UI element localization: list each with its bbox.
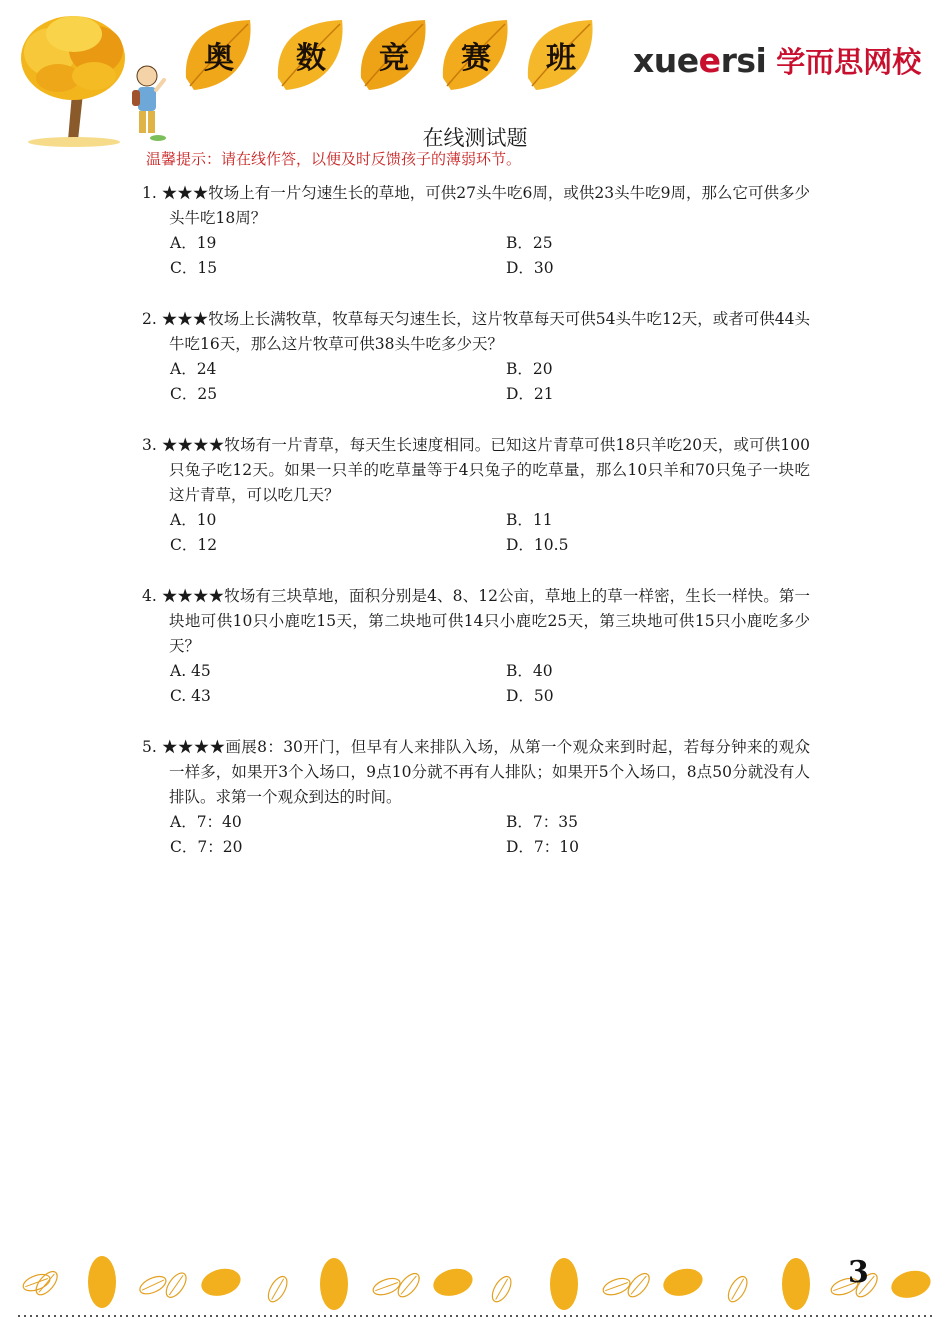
option-b[interactable]: B．20 — [506, 360, 553, 378]
option-d[interactable]: D．7：10 — [506, 838, 580, 856]
leaf-icon — [265, 1274, 291, 1305]
question-text: 2. ★★★牧场上长满牧草，牧草每天匀速生长，这片牧草每天可供54头牛吃12天，或者可供44头牛吃16天，那么这片牧草可供38头牛吃多少天？ — [142, 310, 810, 353]
title-leaf-4 — [437, 16, 515, 94]
brand-name-cn: 学而思网校 — [776, 45, 922, 79]
option-d[interactable]: D．21 — [506, 385, 554, 403]
footer-leaves-decoration — [0, 1248, 950, 1344]
option-b[interactable]: B．7：35 — [506, 813, 578, 831]
options — [142, 810, 810, 860]
leaf-icon — [888, 1267, 933, 1302]
leaf-icon — [137, 1273, 168, 1298]
page-title: 在线测试题 — [422, 126, 528, 150]
question-text: 1. ★★★牧场上有一片匀速生长的草地，可供27头牛吃6周，或供23头牛吃9周，那么它可供多少头牛吃18周？ — [142, 184, 810, 227]
options — [142, 231, 810, 281]
title-leaf-2 — [272, 16, 350, 94]
option-c[interactable]: C．15 — [170, 259, 218, 277]
leaf-icon — [725, 1274, 751, 1305]
question-text: 4. ★★★★牧场有三块草地，面积分别是4、8、12公亩，草地上的草一样密，生长一样快。第一块地可供10只小鹿吃15天，第二块地可供14只小鹿吃25天，第三块地可供15只小鹿吃多少天？ — [142, 587, 810, 655]
question-list — [142, 181, 810, 886]
option-c[interactable]: C．7：20 — [170, 838, 243, 856]
option-b[interactable]: B．25 — [506, 234, 553, 252]
leaf-icon — [601, 1275, 632, 1298]
leaf-icon — [320, 1258, 348, 1310]
leaf-icon — [371, 1275, 402, 1298]
leaf-icon — [489, 1274, 515, 1305]
leaf-icon — [782, 1258, 810, 1310]
banner-char: 数 — [296, 41, 326, 76]
options — [142, 508, 810, 558]
banner-char: 奥 — [204, 41, 234, 76]
option-c[interactable]: C．25 — [170, 385, 218, 403]
question-3 — [142, 433, 810, 558]
option-d[interactable]: D．10.5 — [506, 536, 569, 554]
page-number: 3 — [848, 1255, 869, 1290]
banner-char: 赛 — [461, 41, 491, 76]
title-leaf-5 — [522, 16, 600, 94]
leaf-icon — [162, 1270, 190, 1301]
brand-name-en: xueersi — [633, 41, 767, 80]
option-a[interactable]: A．19 — [170, 234, 217, 252]
option-d[interactable]: D．30 — [506, 259, 554, 277]
leaf-icon — [394, 1270, 423, 1300]
title-leaf-3 — [355, 16, 433, 94]
banner-char: 竞 — [379, 41, 409, 76]
option-a[interactable]: A．24 — [170, 360, 217, 378]
leaf-icon — [198, 1265, 243, 1300]
leaf-icon — [550, 1258, 578, 1310]
question-4 — [142, 584, 810, 709]
option-a[interactable]: A．7：40 — [170, 813, 242, 831]
question-1 — [142, 181, 810, 281]
question-2 — [142, 307, 810, 407]
option-d[interactable]: D．50 — [506, 687, 554, 705]
question-5 — [142, 735, 810, 860]
option-c[interactable]: C. 43 — [170, 687, 211, 705]
brand-logo — [633, 40, 921, 81]
leaf-icon — [430, 1265, 475, 1300]
leaf-icon — [88, 1256, 116, 1308]
option-a[interactable]: A. 45 — [170, 662, 211, 680]
leaf-icon — [660, 1265, 705, 1300]
leaf-icon — [32, 1268, 61, 1298]
question-text: 5. ★★★★画展8：30开门，但早有人来排队入场，从第一个观众来到时起，若每分钟来的观众一样多，如果开3个入场口，9点10分就不再有人排队；如果开5个入场口，8点50分就没有人排队。求第一个观众到达的时间。 — [142, 738, 810, 806]
question-text: 3. ★★★★牧场有一片青草，每天生长速度相同。已知这片青草可供18只羊吃20天，或可供100只兔子吃12天。如果一只羊的吃草量等于4只兔子的吃草量，那么10只羊和70只兔子一块吃这片青草，可以吃几天？ — [142, 436, 810, 504]
option-b[interactable]: B．40 — [506, 662, 553, 680]
tip-text: 温馨提示：请在线作答，以便及时反馈孩子的薄弱环节。 — [146, 150, 522, 168]
options — [142, 659, 810, 709]
options — [142, 357, 810, 407]
title-leaf-1 — [180, 16, 258, 94]
option-b[interactable]: B．11 — [506, 511, 553, 529]
option-a[interactable]: A．10 — [170, 511, 217, 529]
leaf-icon — [624, 1270, 653, 1300]
banner-char: 班 — [546, 41, 576, 76]
option-c[interactable]: C．12 — [170, 536, 218, 554]
